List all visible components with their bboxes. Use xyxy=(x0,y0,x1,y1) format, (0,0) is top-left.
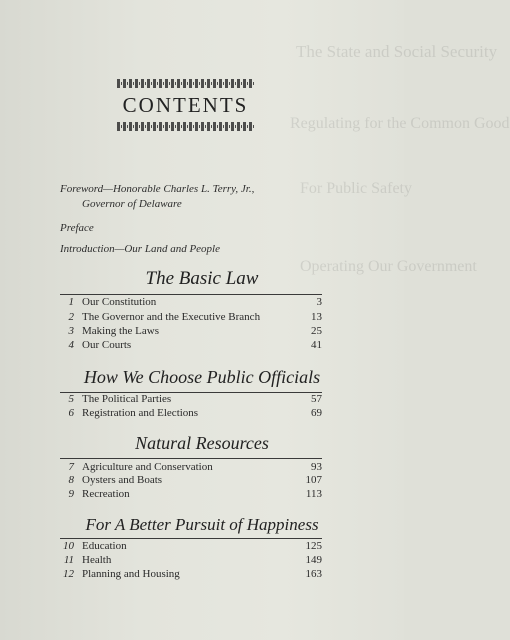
chapter-row xyxy=(60,554,322,568)
section-title: The Basic Law xyxy=(145,268,259,289)
section-rule xyxy=(60,538,322,539)
chapter-title: The Governor and the Executive Branch xyxy=(82,311,261,323)
chapter-number: 10 xyxy=(63,540,74,552)
chapter-row xyxy=(60,311,322,325)
chapter-number: 1 xyxy=(68,296,74,308)
chapter-row xyxy=(60,540,322,554)
section-rule xyxy=(60,458,322,459)
front-matter-foreword-continued: Governor of Delaware xyxy=(82,198,182,210)
chapter-number: 12 xyxy=(63,568,74,580)
chapter-page: 13 xyxy=(311,311,322,323)
ornament-bottom xyxy=(117,122,254,131)
chapter-page: 25 xyxy=(311,325,322,337)
section-title: Natural Resources xyxy=(135,433,269,453)
chapter-title: Recreation xyxy=(82,488,130,500)
page-title: CONTENTS xyxy=(122,93,249,117)
chapter-page: 69 xyxy=(311,407,322,419)
chapter-row xyxy=(60,296,322,310)
section-title: How We Choose Public Officials xyxy=(83,367,321,387)
chapter-number: 5 xyxy=(68,393,74,405)
section-title: For A Better Pursuit of Happiness xyxy=(85,515,319,534)
chapter-row xyxy=(60,488,322,502)
chapter-number: 8 xyxy=(68,474,74,486)
chapter-row xyxy=(60,407,322,421)
chapter-number: 6 xyxy=(68,407,74,419)
chapter-row xyxy=(60,474,322,488)
chapter-title: Health xyxy=(82,554,112,566)
chapter-title: The Political Parties xyxy=(82,393,172,405)
chapter-row xyxy=(60,339,322,353)
show-through-decoration: Regulating for the Common Good xyxy=(290,115,510,132)
chapter-page: 93 xyxy=(311,461,322,473)
front-matter-introduction: Introduction—Our Land and People xyxy=(60,243,220,255)
chapter-title: Agriculture and Conservation xyxy=(82,461,213,473)
chapter-page: 125 xyxy=(305,540,322,552)
chapter-number: 3 xyxy=(68,325,74,337)
chapter-page: 163 xyxy=(305,568,322,580)
chapter-number: 7 xyxy=(68,461,74,473)
chapter-number: 4 xyxy=(68,339,74,351)
chapter-page: 107 xyxy=(305,474,322,486)
chapter-number: 9 xyxy=(68,488,74,500)
chapter-page: 113 xyxy=(305,488,322,500)
chapter-row xyxy=(60,325,322,339)
chapter-page: 3 xyxy=(316,296,322,308)
chapter-number: 2 xyxy=(68,311,74,323)
chapter-title: Oysters and Boats xyxy=(82,474,163,486)
chapter-page: 149 xyxy=(305,554,322,566)
chapter-row xyxy=(60,461,322,475)
front-matter-foreword: Foreword—Honorable Charles L. Terry, Jr., xyxy=(60,183,255,195)
front-matter-preface: Preface xyxy=(60,222,94,234)
chapter-page: 41 xyxy=(311,339,322,351)
show-through-decoration: Operating Our Government xyxy=(300,258,477,275)
chapter-title: Making the Laws xyxy=(82,325,159,337)
chapter-number: 11 xyxy=(63,554,74,566)
show-through-decoration: For Public Safety xyxy=(300,180,412,197)
chapter-page: 57 xyxy=(311,393,322,405)
chapter-title: Our Constitution xyxy=(82,296,157,308)
chapter-row xyxy=(60,393,322,407)
show-through-decoration: The State and Social Security xyxy=(296,42,498,61)
chapter-title: Education xyxy=(82,540,127,552)
ornament-top xyxy=(117,79,254,88)
chapter-title: Registration and Elections xyxy=(82,407,199,419)
chapter-title: Our Courts xyxy=(82,339,132,351)
chapter-row xyxy=(60,568,322,582)
chapter-title: Planning and Housing xyxy=(82,568,180,580)
section-rule xyxy=(60,294,322,295)
